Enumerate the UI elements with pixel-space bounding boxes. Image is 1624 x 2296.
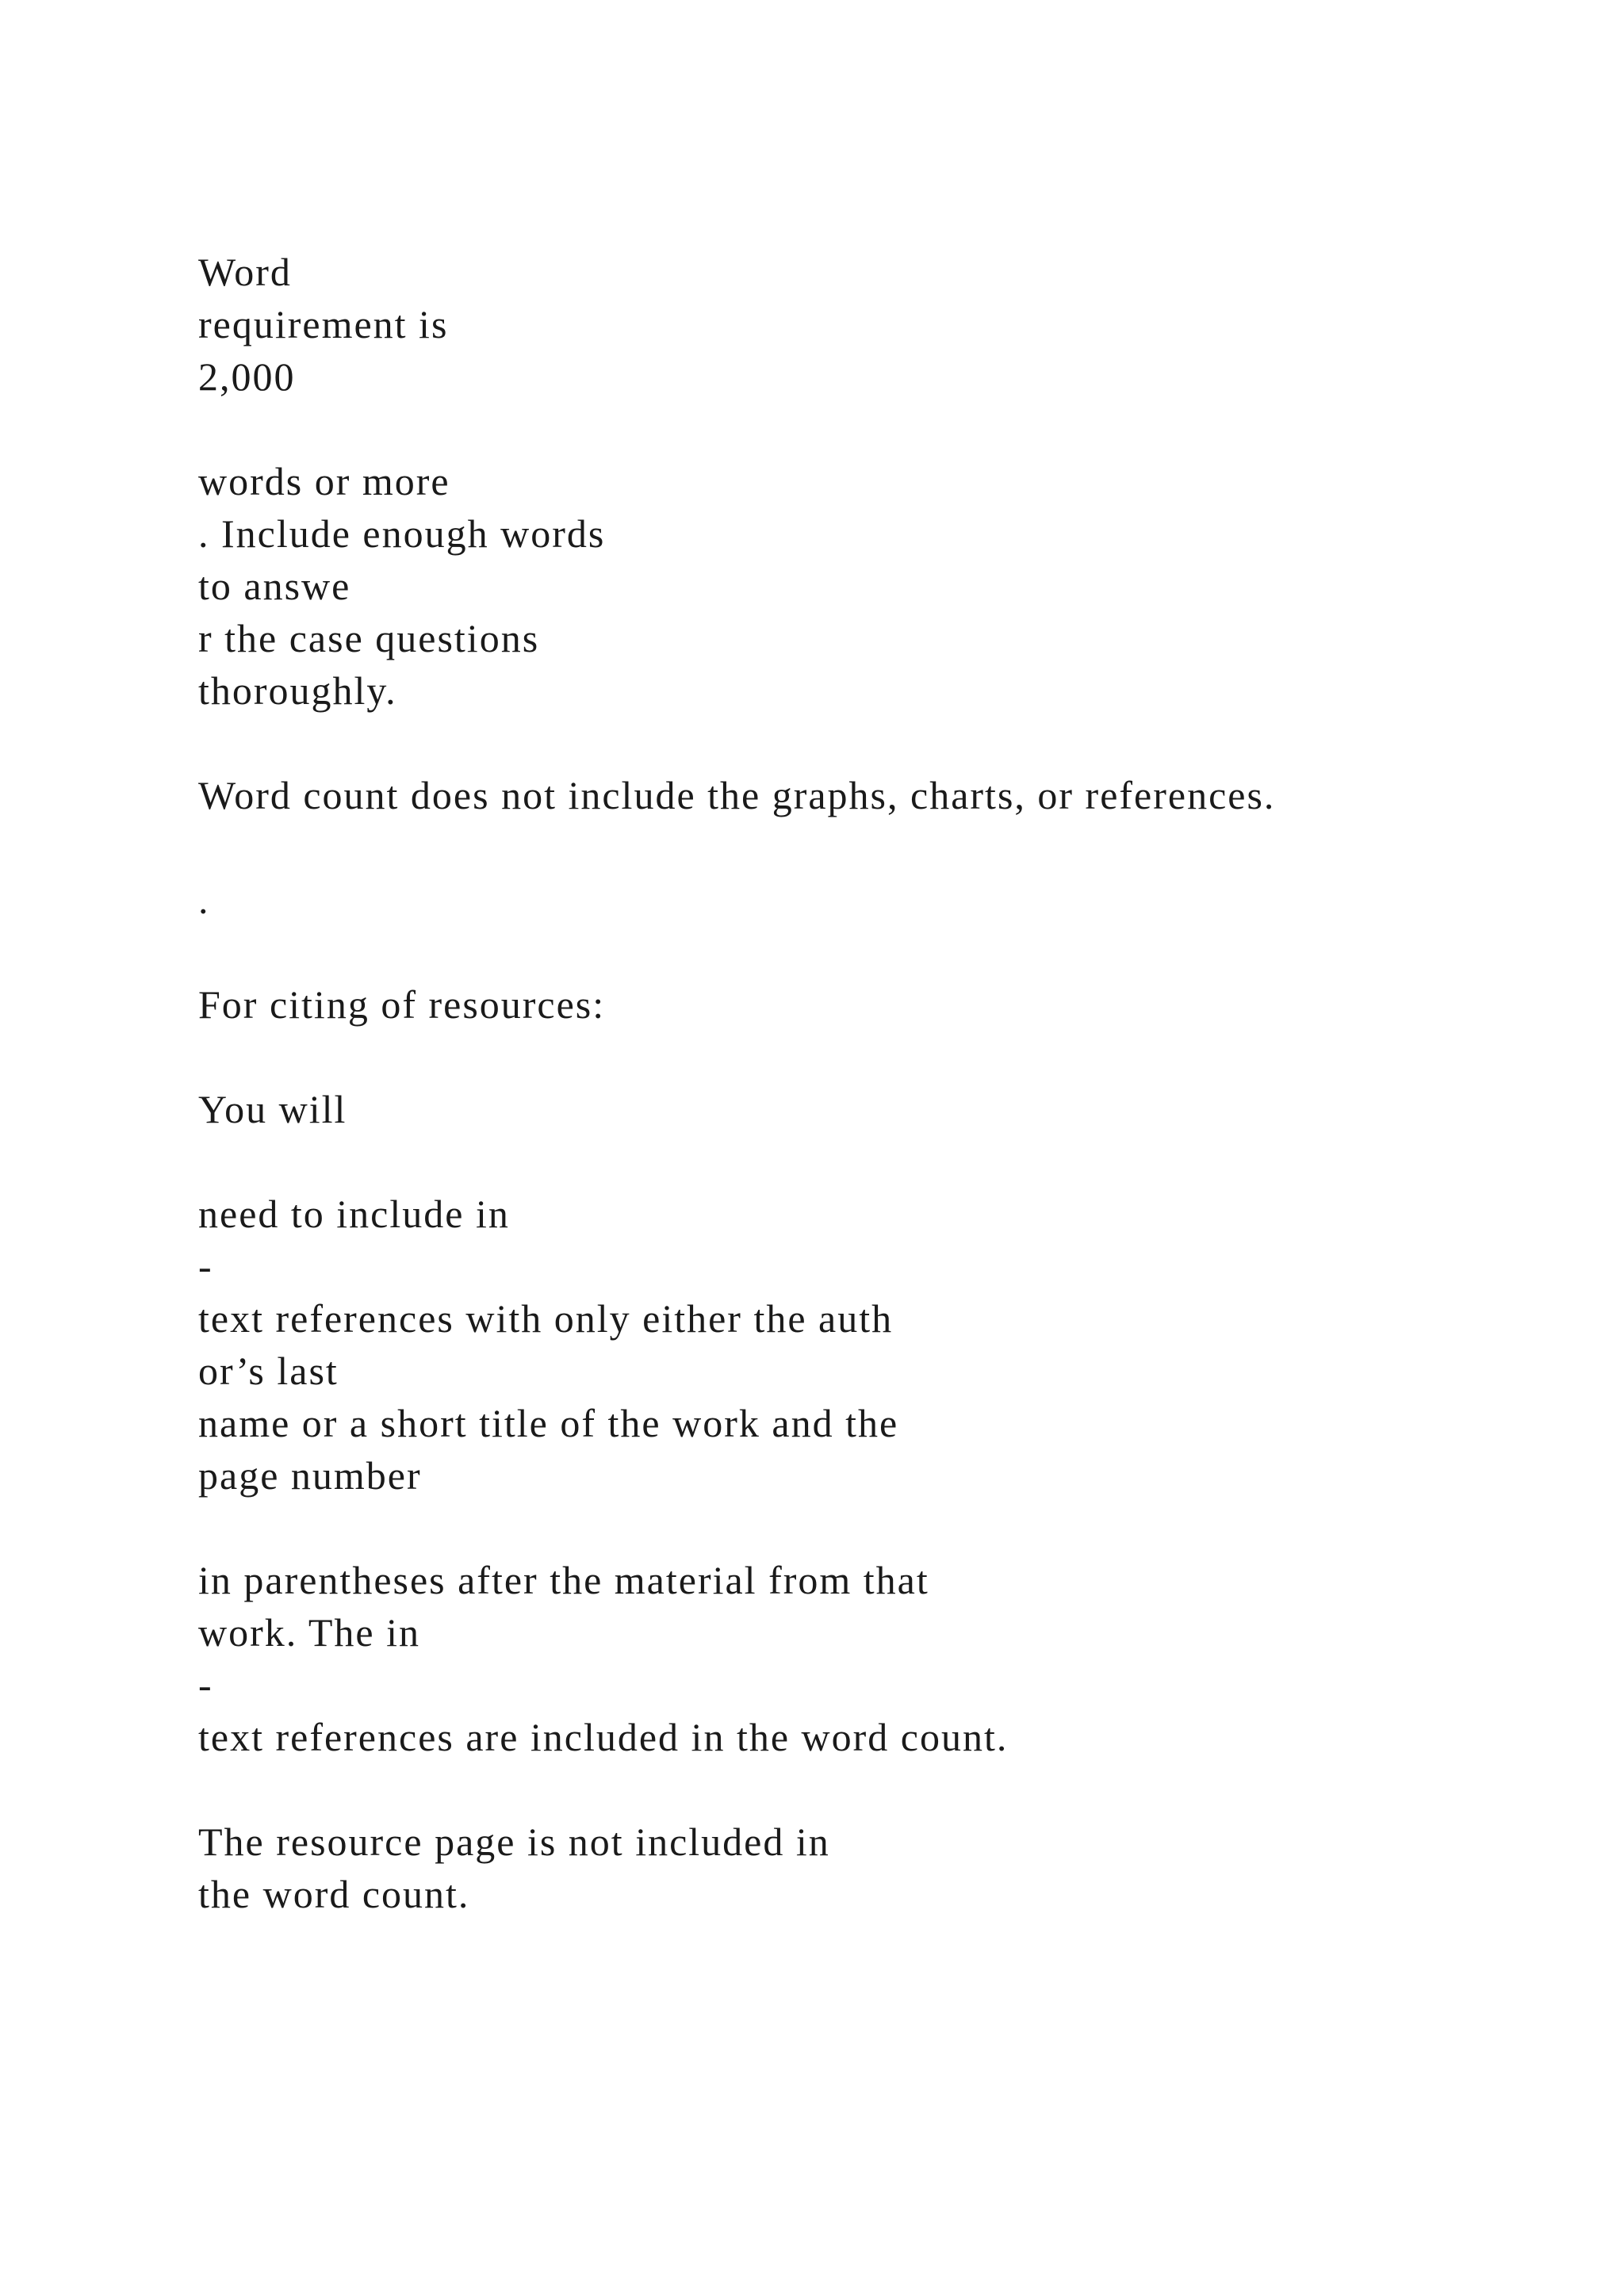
text-line: or’s last [198,1349,339,1393]
text-line: Word count does not include the graphs, charts, or references. [198,773,1276,817]
text-line: page number [198,1453,422,1498]
text-line: name or a short title of the work and the [198,1401,899,1445]
blank-line [198,1135,1546,1188]
text-line: words or more [198,459,450,503]
text-line: - [198,1244,213,1288]
blank-line [198,1763,1546,1816]
blank-line [198,403,1546,455]
text-line: work. The in [198,1610,420,1655]
text-line: You will [198,1087,347,1131]
blank-line [198,1031,1546,1083]
document-body [198,246,1546,1920]
blank-line [198,821,1546,874]
text-line: 2,000 [198,354,296,399]
text-line: text references are included in the word count. [198,1715,1009,1759]
blank-line [198,1502,1546,1554]
text-line: thoroughly. [198,668,397,713]
text-line: in parentheses after the material from that [198,1558,929,1602]
text-line: r the case questions [198,616,540,660]
blank-line [198,717,1546,769]
text-line: . [198,878,210,922]
text-line: need to include in [198,1192,510,1236]
text-line: - [198,1663,213,1707]
text-line: The resource page is not included in [198,1820,830,1864]
blank-line [198,926,1546,978]
text-line: . Include enough words [198,511,606,556]
section-heading: For citing of resources: [198,982,606,1027]
text-line: requirement is [198,302,449,346]
text-line: to answe [198,564,351,608]
text-line: the word count. [198,1872,470,1916]
text-line: Word [198,250,292,294]
text-line: text references with only either the auth [198,1296,894,1341]
